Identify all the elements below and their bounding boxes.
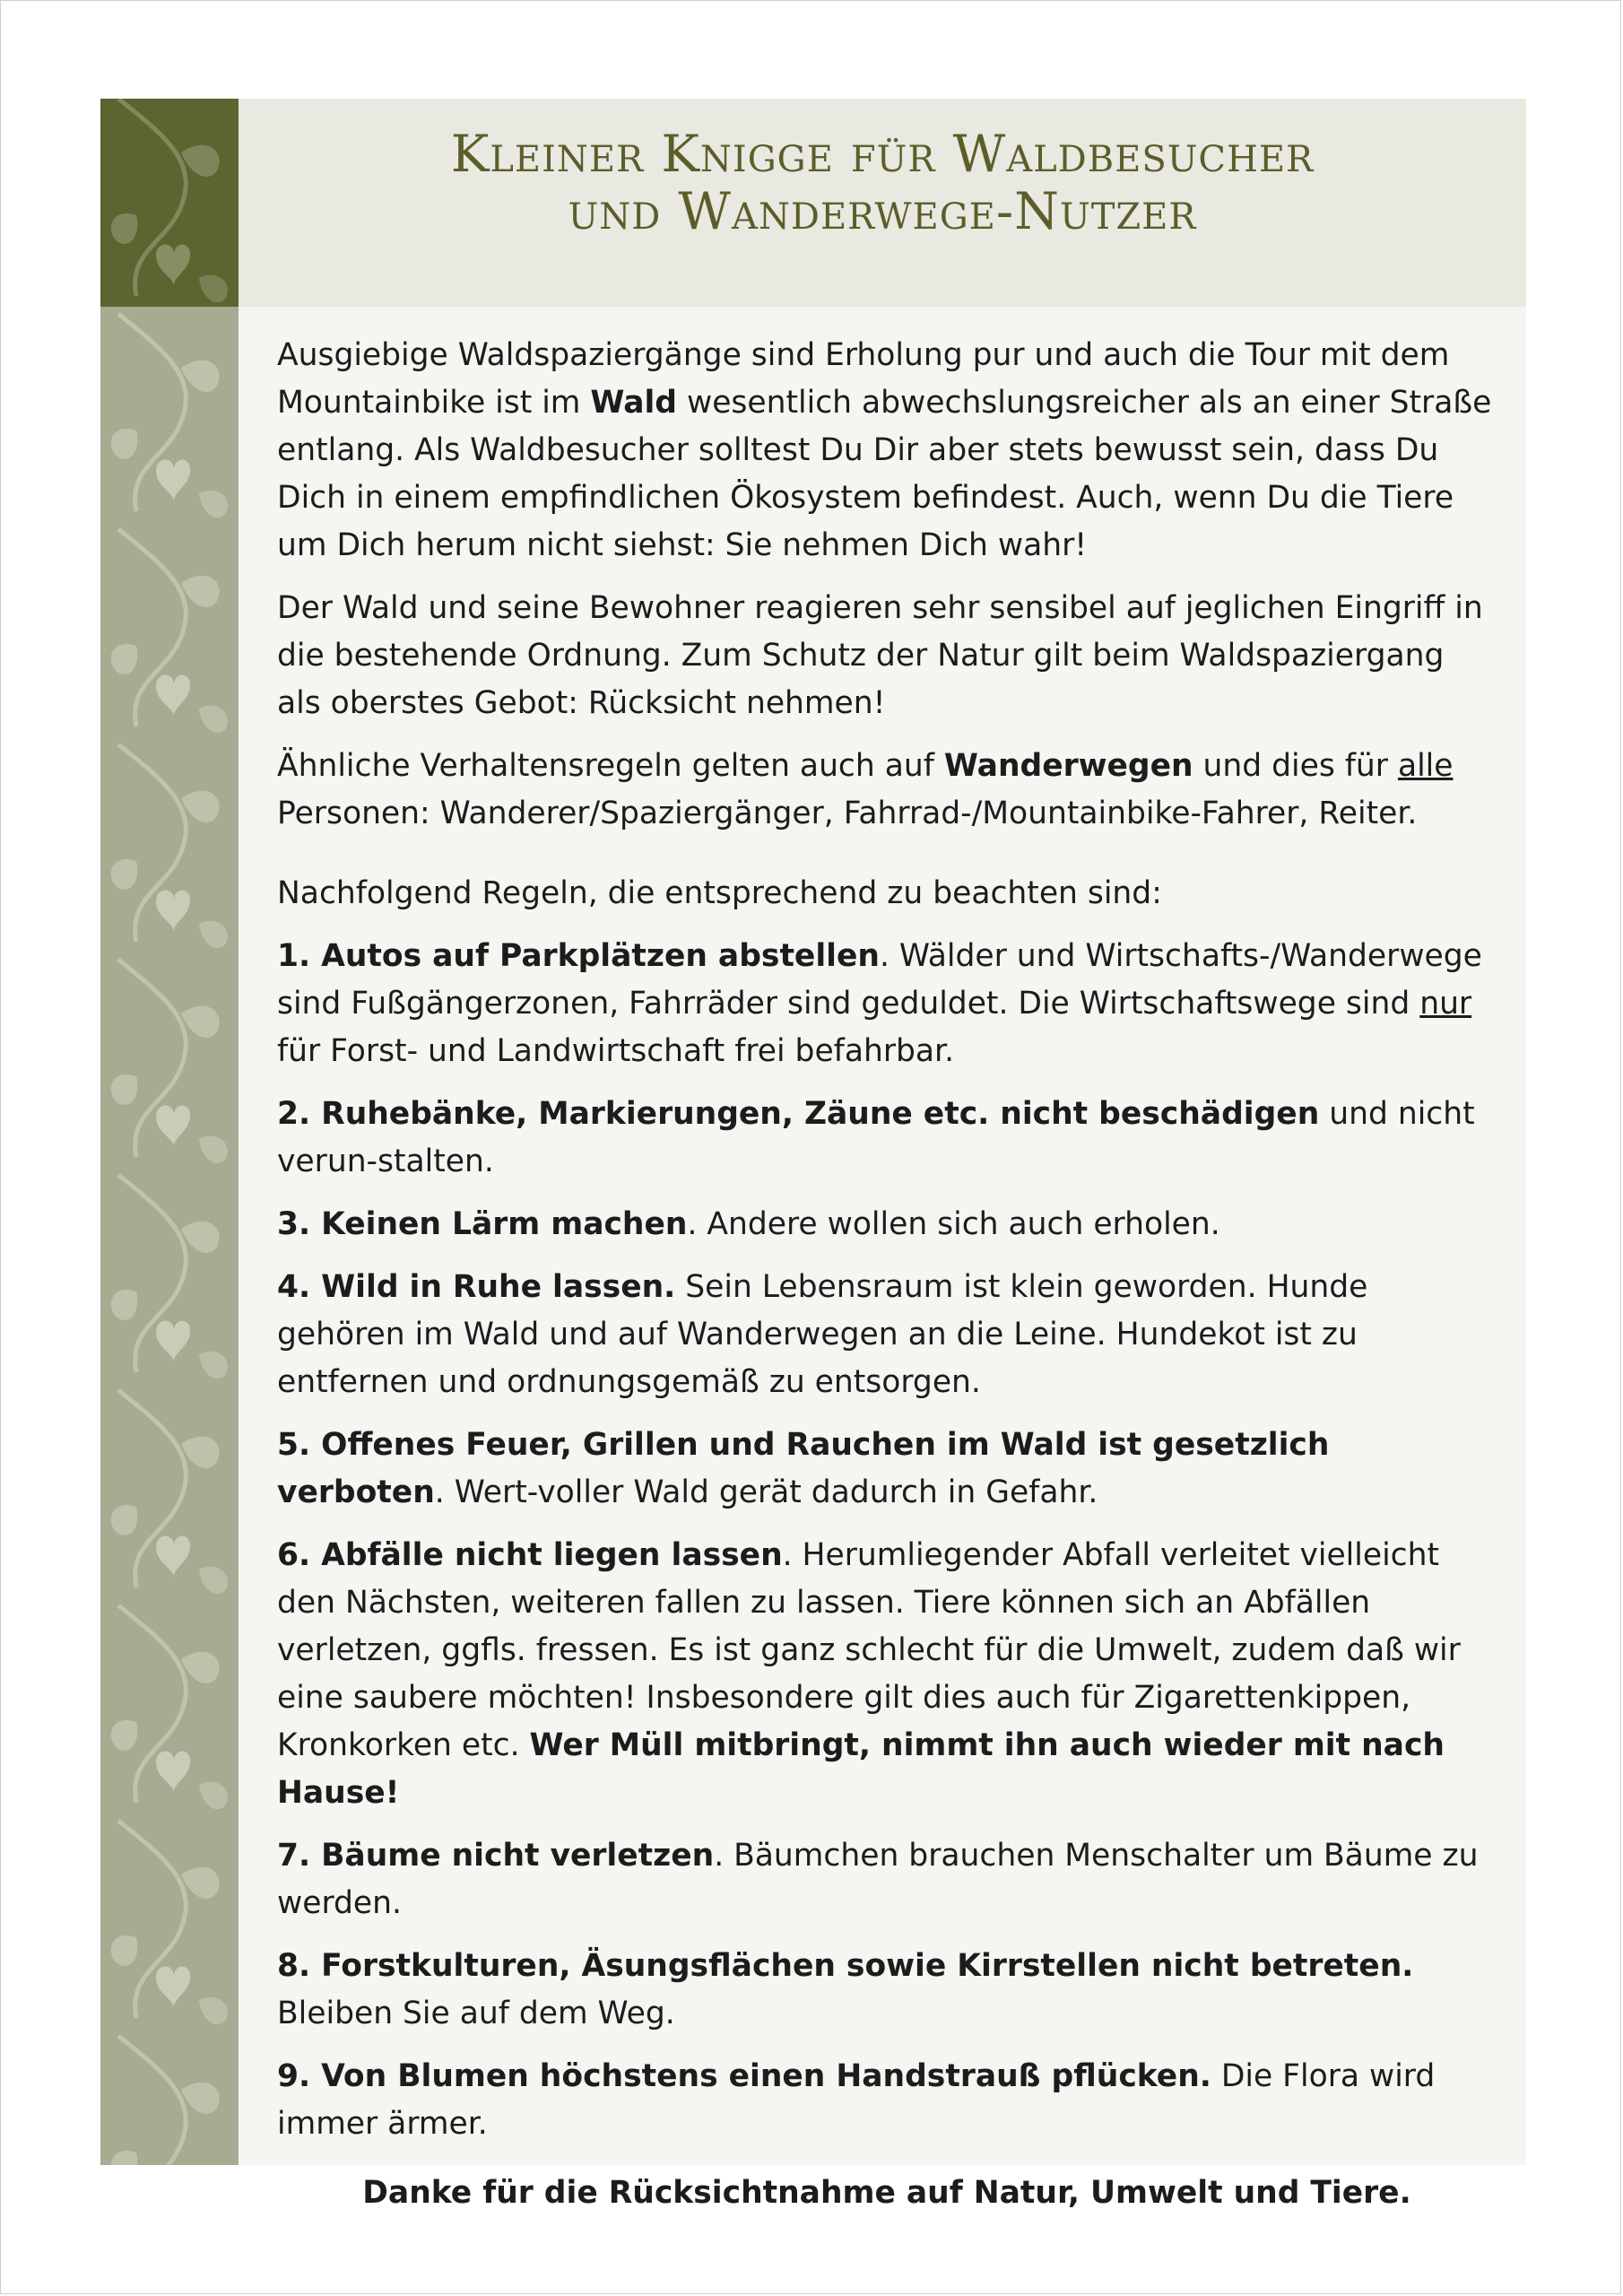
title-line-1: Kleiner Knigge für Waldbesucher [450, 125, 1315, 184]
title-banner [239, 99, 1526, 307]
rule-7: 7. Bäume nicht verletzen. Bäumchen brauchen Menschalter um Bäume zu werden. [277, 1838, 1479, 1921]
intro-paragraph-1: Ausgiebige Waldspaziergänge sind Erholung pur und auch die Tour mit dem Mountainbike ist im Wald wesentlich abwechslungsreicher als an einer Straße entlang. Als Waldbesucher solltest Du Dir aber stets bewusst sein, dass Du Dich in einem empfindlichen Ökosystem befindest. Auch, wenn Du die Tiere um Dich herum nicht siehst: Sie nehmen Dich wahr! [277, 337, 1492, 563]
rule-5: 5. Offenes Feuer, Grillen und Rauchen im Wald ist gesetzlich verboten. Wert-voller Wald gerät dadurch in Gefahr. [277, 1427, 1330, 1510]
rule-2: 2. Ruhebänke, Markierungen, Zäune etc. nicht beschädigen und nicht verun-stalten. [277, 1096, 1475, 1179]
rule-1: 1. Autos auf Parkplätzen abstellen. Wälder und Wirtschafts-/Wanderwege sind Fußgängerzonen, Fahrräder sind geduldet. Die Wirtschaftswege sind nur für Forst- und Landwirtschaft frei befahrbar. [277, 938, 1482, 1069]
rule-4: 4. Wild in Ruhe lassen. Sein Lebensraum ist klein geworden. Hunde gehören im Wald und auf Wanderwegen an die Leine. Hundekot ist zu entfernen und ordnungsgemäß zu entsorgen. [277, 1269, 1368, 1400]
rule-6: 6. Abfälle nicht liegen lassen. Herumliegender Abfall verleitet vielleicht den Nächsten, weiteren fallen zu lassen. Tiere können sich an Abfällen verletzen, ggfls. fressen. Es ist ganz schlecht für die Umwelt, zudem daß wir eine saubere möchten! Insbesondere gilt dies auch für Zigarettenkippen, Kronkorken etc. Wer Müll mitbringt, nimmt ihn auch wieder mit nach Hause! [277, 1537, 1461, 1811]
intro-paragraph-2: Der Wald und seine Bewohner reagieren sehr sensibel auf jeglichen Eingriff in die bestehende Ordnung. Zum Schutz der Natur gilt beim Waldspaziergang als oberstes Gebot: Rücksicht nehmen! [277, 590, 1483, 721]
rule-8: 8. Forstkulturen, Äsungsflächen sowie Kirrstellen nicht betreten. Bleiben Sie auf dem Weg. [277, 1948, 1414, 2031]
closing-note: Danke für die Rücksichtnahme auf Natur, Umwelt und Tiere. [362, 2175, 1411, 2211]
rule-3: 3. Keinen Lärm machen. Andere wollen sich auch erholen. [277, 1206, 1220, 1242]
content-panel [239, 307, 1526, 2211]
intro-paragraph-3: Ähnliche Verhaltensregeln gelten auch auf Wanderwegen und dies für alle Personen: Wanderer/Spaziergänger, Fahrrad-/Mountainbike-Fahrer, Reiter. [277, 748, 1454, 831]
content-text [277, 332, 1497, 2232]
vine-ornament-icon [100, 99, 239, 2165]
rules-intro: Nachfolgend Regeln, die entsprechend zu beachten sind: [277, 875, 1162, 911]
title-line-2: und Wanderwege-Nutzer [568, 182, 1197, 242]
decorative-side-band [100, 99, 239, 2165]
rule-9: 9. Von Blumen höchstens einen Handstrauß pflücken. Die Flora wird immer ärmer. [277, 2058, 1436, 2142]
page-title [239, 99, 1526, 241]
